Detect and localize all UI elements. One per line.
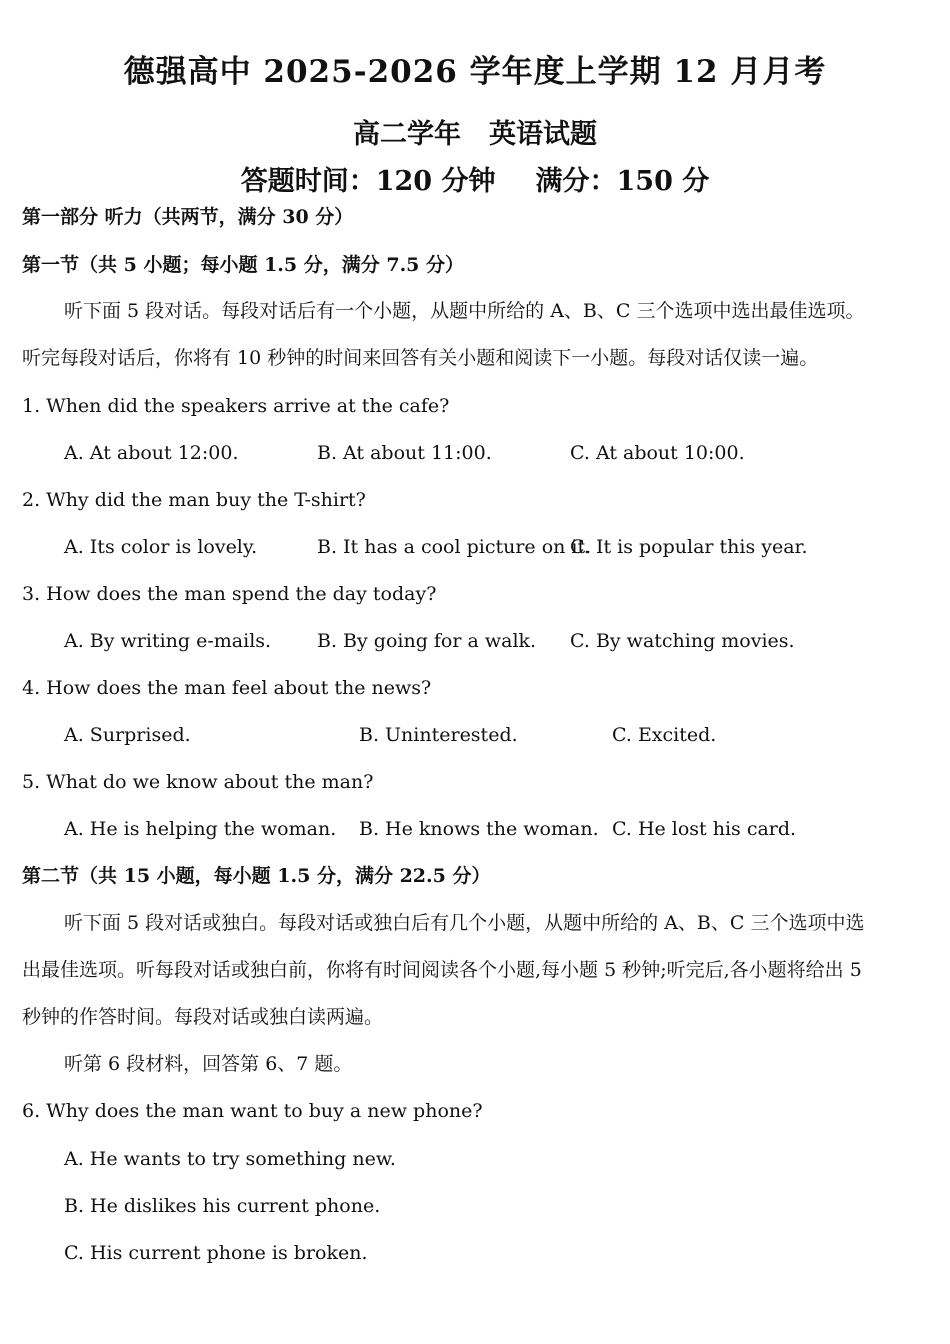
section2-instructions-3: 秒钟的作答时间。每段对话或独白读两遍。 bbox=[22, 1006, 384, 1028]
q3-option-b: B. By going for a walk. bbox=[317, 630, 537, 652]
q4-option-c: C. Excited. bbox=[612, 724, 717, 746]
q2-option-a: A. Its color is lovely. bbox=[64, 536, 258, 558]
question-5: 5. What do we know about the man? bbox=[22, 771, 374, 793]
q1-option-a: A. At about 12:00. bbox=[64, 442, 239, 464]
exam-meta bbox=[0, 159, 950, 198]
subject-label: 英语试题 bbox=[489, 119, 597, 150]
score-label: 满分：150 分 bbox=[535, 166, 710, 197]
grade-label: 高二学年 bbox=[353, 119, 461, 150]
section1-heading: 第一节（共 5 小题；每小题 1.5 分，满分 7.5 分） bbox=[22, 254, 465, 276]
question-2: 2. Why did the man buy the T-shirt? bbox=[22, 489, 366, 511]
q5-option-c: C. He lost his card. bbox=[612, 818, 797, 840]
q4-option-b: B. Uninterested. bbox=[359, 724, 518, 746]
question-4: 4. How does the man feel about the news? bbox=[22, 677, 432, 699]
q5-option-a: A. He is helping the woman. bbox=[64, 818, 337, 840]
q2-option-c: C. It is popular this year. bbox=[570, 536, 808, 558]
question-3: 3. How does the man spend the day today? bbox=[22, 583, 437, 605]
q2-option-b: B. It has a cool picture on it. bbox=[317, 536, 592, 558]
section2-instructions-1: 听下面 5 段对话或独白。每段对话或独白后有几个小题，从题中所给的 A、B、C 三个选项中选 bbox=[64, 912, 865, 934]
exam-subtitle bbox=[0, 112, 950, 151]
q4-option-a: A. Surprised. bbox=[64, 724, 191, 746]
question-6: 6. Why does the man want to buy a new phone? bbox=[22, 1100, 483, 1122]
part1-heading: 第一部分 听力（共两节，满分 30 分） bbox=[22, 206, 354, 228]
q3-option-a: A. By writing e-mails. bbox=[64, 630, 272, 652]
q6-option-a: A. He wants to try something new. bbox=[64, 1148, 396, 1170]
q1-option-b: B. At about 11:00. bbox=[317, 442, 492, 464]
q3-option-c: C. By watching movies. bbox=[570, 630, 795, 652]
q1-option-c: C. At about 10:00. bbox=[570, 442, 745, 464]
exam-title: 德强高中 2025-2026 学年度上学期 12 月月考 bbox=[123, 54, 827, 90]
question-1: 1. When did the speakers arrive at the cafe? bbox=[22, 395, 450, 417]
material-note: 听第 6 段材料，回答第 6、7 题。 bbox=[64, 1053, 353, 1075]
section1-instructions-1: 听下面 5 段对话。每段对话后有一个小题，从题中所给的 A、B、C 三个选项中选出最佳选项。 bbox=[64, 300, 865, 322]
section2-heading: 第二节（共 15 小题，每小题 1.5 分，满分 22.5 分） bbox=[22, 865, 491, 887]
q6-option-c: C. His current phone is broken. bbox=[64, 1242, 368, 1264]
section1-instructions-2: 听完每段对话后，你将有 10 秒钟的时间来回答有关小题和阅读下一小题。每段对话仅读一遍。 bbox=[22, 347, 819, 369]
time-label: 答题时间：120 分钟 bbox=[240, 166, 496, 197]
q5-option-b: B. He knows the woman. bbox=[359, 818, 599, 840]
section2-instructions-2: 出最佳选项。听每段对话或独白前，你将有时间阅读各个小题,每小题 5 秒钟;听完后,各小题将给出 5 bbox=[22, 959, 862, 981]
q6-option-b: B. He dislikes his current phone. bbox=[64, 1195, 381, 1217]
